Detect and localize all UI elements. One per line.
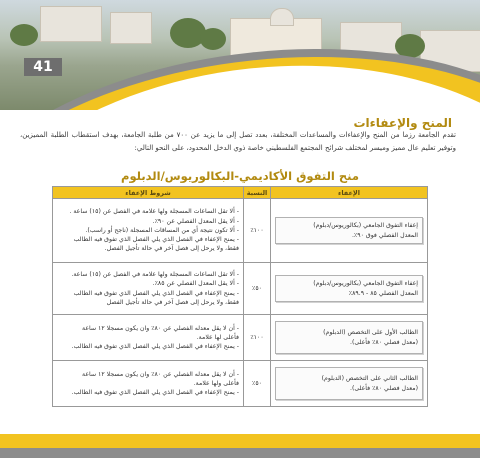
- campus-photo: [0, 0, 480, 110]
- header-waiver: الإعفاء: [271, 187, 428, 199]
- condition-line: - يمنح الإعفاء في الفصل الذي يلي الفصل الذي تفوق فيه الطالب.: [71, 389, 239, 397]
- waiver-line: إعفاء التفوق الجامعي (بكالوريوس/دبلوم): [313, 222, 418, 230]
- condition-line: فقط، ولا يرحل إلى فصل آخر في حالة تأجيل الفصل: [106, 298, 239, 306]
- conditions-cell: [53, 199, 244, 263]
- grants-table: [52, 186, 428, 407]
- condition-line: - أن لا يقل معدله الفصلي عن ٨٠٪ وان يكون مسجلا ١٢ ساعة: [82, 370, 239, 378]
- percentage-cell: ١٠٠٪: [244, 315, 271, 361]
- waiver-cell: [271, 315, 428, 361]
- percentage-cell: ١٠٠٪: [244, 199, 271, 263]
- building-shape: [110, 12, 152, 44]
- waiver-line: الطالب الثاني على التخصص (الدبلوم): [321, 375, 418, 383]
- condition-line: - ألا تقل الساعات المسجلة ولها علامة في الفصل عن (١٥) ساعة.: [71, 271, 239, 279]
- waiver-line: إعفاء التفوق الجامعي (بكالوريوس/دبلوم): [313, 280, 418, 288]
- condition-line: - ألا يقل المعدل الفصلي عن ٨٥٪.: [152, 280, 239, 288]
- tree-shape: [200, 28, 226, 50]
- percentage-cell: ٥٠٪: [244, 361, 271, 407]
- dome-shape: [270, 8, 294, 26]
- condition-line: - يمنح الإعفاء في الفصل الذي يلي الفصل الذي تفوق فيه الطالب: [73, 289, 239, 297]
- waiver-cell: [271, 199, 428, 263]
- waiver-line: المعدل الفصلي فوق ٩٠٪.: [351, 231, 418, 239]
- condition-line: - يمنح الإعفاء في الفصل الذي يلي الفصل الذي تفوق فيه الطالب.: [71, 343, 239, 351]
- waiver-line: الطالب الأول على التخصص (الدبلوم): [323, 329, 418, 337]
- condition-line: فقط، ولا يرحل إلى فصل آخر في حالة تأجيل الفصل.: [104, 245, 239, 253]
- waiver-line: (معدل فصلي ٨٠٪ فأعلى).: [350, 384, 418, 392]
- footer-gray-band: [0, 448, 480, 458]
- table-row: [53, 199, 428, 263]
- table-title: منح التفوق الأكاديمي-البكالوريوس/الدبلوم: [121, 169, 359, 183]
- intro-paragraph: تقدم الجامعة رزما من المنح والإعفاءات والمساعدات المختلفة، بعدد تصل إلى ما يزيد عن ٧٠٠ من طلبة الجامعة، بهدف استقطاب الطلبة المميزين، وتوفير تعليم عال مميز وميسر لمختلف شرائح المجتمع الفلسطيني خاصة ذوي الدخل المحدود، على النحو التالي:: [20, 131, 456, 152]
- percentage-cell: ٥٠٪: [244, 263, 271, 315]
- section-title: المنح والإعفاءات: [353, 116, 452, 130]
- waiver-cell: [271, 361, 428, 407]
- waiver-cell: [271, 263, 428, 315]
- header-conditions: شروط الإعفاء: [53, 187, 244, 199]
- table-row: [53, 361, 428, 407]
- table-header-row: [53, 187, 428, 199]
- waiver-line: (معدل فصلي ٨٠٪ فأعلى).: [350, 338, 418, 346]
- waiver-line: المعدل الفصلي ٨٥ - ٨٩.٩٪: [348, 289, 418, 297]
- condition-line: - يمنح الإعفاء في الفصل الذي يلي الفصل الذي تفوق فيه الطالب: [73, 236, 239, 244]
- condition-line: فأعلى ولها علامة.: [193, 379, 239, 387]
- condition-line: - أن لا يقل معدله الفصلي عن ٨٠٪ وان يكون مسجلا ١٢ ساعة: [82, 324, 239, 332]
- building-shape: [40, 6, 102, 42]
- condition-line: - ألا تكون نتيجة أي من المساقات المسجلة (ناجح أو راسب).: [85, 226, 239, 234]
- footer-yellow-band: [0, 434, 480, 448]
- condition-line: - ألا يقل المعدل الفصلي عن ٩٠٪.: [152, 217, 239, 225]
- table-row: [53, 263, 428, 315]
- conditions-cell: [53, 263, 244, 315]
- header-percentage: النسبة: [244, 187, 271, 199]
- table-row: [53, 315, 428, 361]
- page-number: 41: [33, 59, 53, 75]
- condition-line: - ألا تقل الساعات المسجلة ولها علامة في الفصل عن (١٥) ساعة .: [69, 208, 239, 216]
- condition-line: فأعلى لها علامة.: [196, 333, 239, 341]
- page-number-box: [24, 58, 62, 76]
- tree-shape: [10, 24, 38, 46]
- conditions-cell: [53, 361, 244, 407]
- conditions-cell: [53, 315, 244, 361]
